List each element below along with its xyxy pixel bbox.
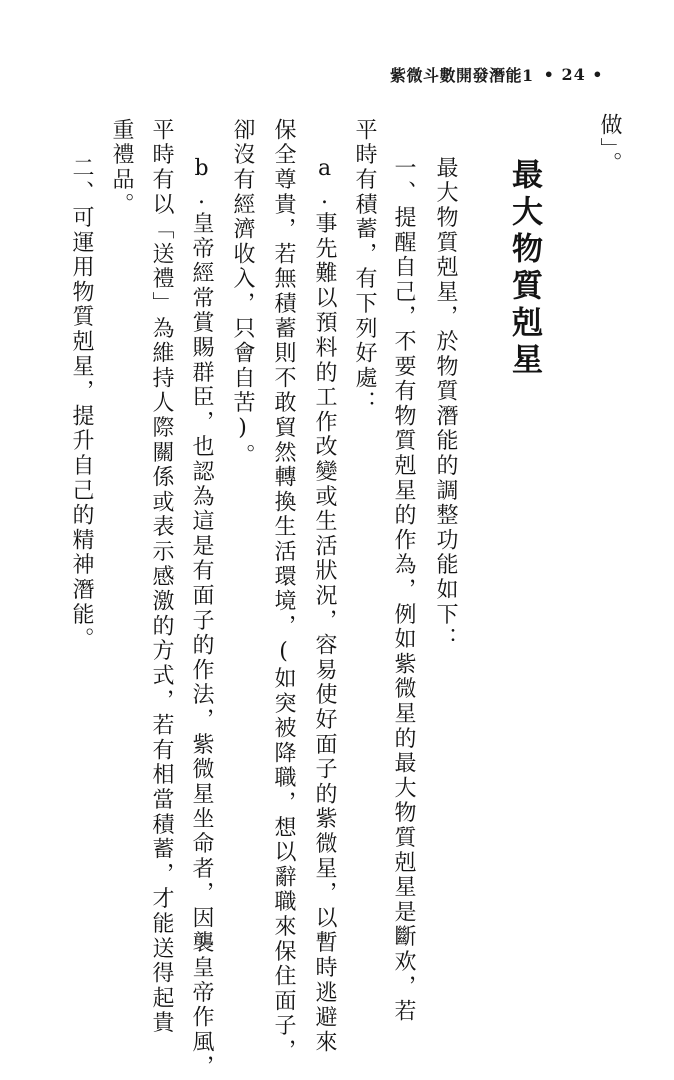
text-column-8: 卻沒有經濟收入，只會自苦)。 [230, 118, 255, 469]
text-column-3: 最大物質剋星，於物質潛能的調整功能如下： [433, 156, 458, 652]
page-number: • 24 • [543, 64, 604, 84]
text-column-11: 重禮品。 [109, 118, 134, 218]
section-title: 最大物質剋星 [506, 158, 542, 380]
text-column-10: 平時有以「送禮」為維持人際關係或表示感激的方式，若有相當積蓄，才能送得起貴 [149, 118, 174, 1036]
text-column-5: 平時有積蓄，有下列好處： [352, 118, 377, 416]
book-title: 紫微斗數開發潛能1 [390, 65, 534, 85]
text-column-6: a.事先難以預料的工作改變或生活狀況，容易使好面子的紫微星，以暫時逃避來 [312, 156, 337, 1055]
text-column-4: 一、提醒自己，不要有物質剋星的作為，例如紫微星的最大物質剋星是斷欢，若 [391, 156, 416, 1024]
text-column-1: 做」。 [597, 113, 622, 177]
text-column-12: 二、可運用物質剋星，提升自己的精神潛能。 [69, 156, 94, 652]
text-column-9: b.皇帝經常賞賜群臣，也認為這是有面子的作法，紫微星坐命者，因襲皇帝作風， [189, 156, 214, 1080]
text-column-7: 保全尊貴，若無積蓄則不敢貿然轉換生活環境，(如突被降職，想以辭職來保住面子， [271, 118, 296, 1064]
running-header [390, 62, 640, 86]
